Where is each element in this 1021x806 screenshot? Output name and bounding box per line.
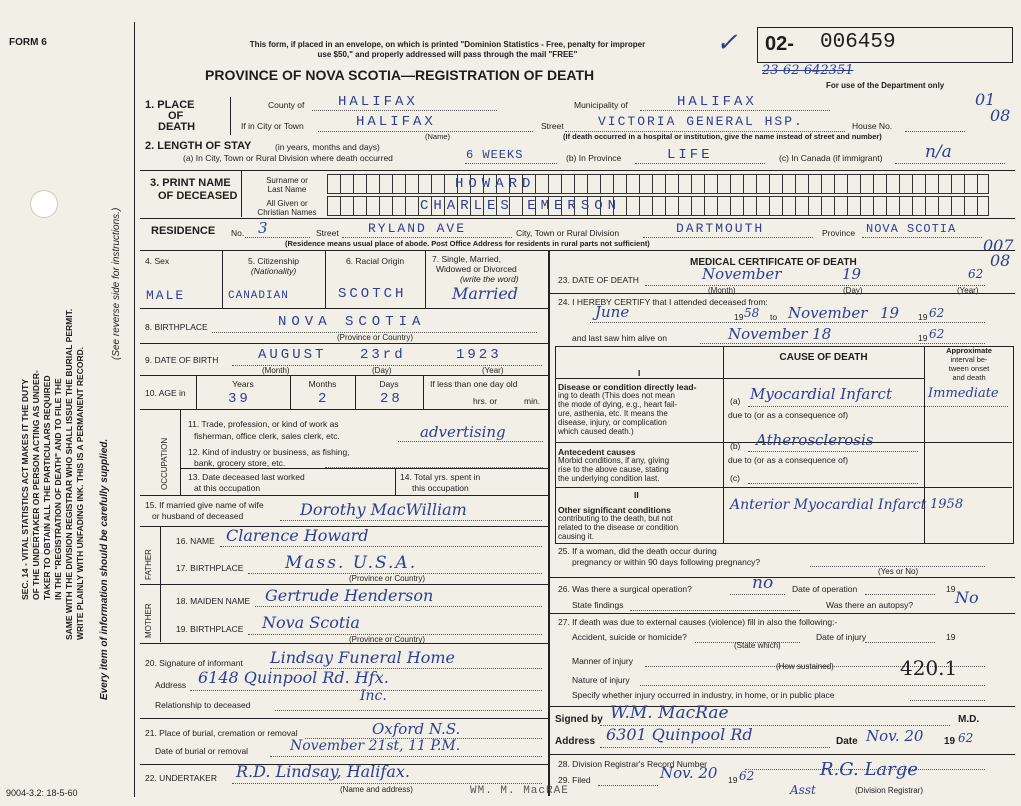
surgery-value: no [752,573,774,593]
municipality-label: Municipality of [574,100,628,110]
attended-to-day: 19 [880,304,900,322]
state-which-caption: (State which) [734,641,781,650]
side-instruction-4: IN THE "REGISTRATION OF DEATH" AND TO FILE THE [53,378,63,600]
attended-from-year-pre: 19 [734,312,744,322]
age-header-less: If less than one day old [430,379,518,389]
informant-address-label: Address [155,680,187,690]
mother-side-label: MOTHER [144,603,153,638]
q12-line2: bank, grocery store, etc. [194,458,286,468]
other-label-4: causing it. [558,532,595,541]
wife-label-2: or husband of deceased [152,511,244,521]
age-months-value: 2 [318,391,330,407]
death-day: 19 [842,265,862,283]
mother-name-value: Gertrude Henderson [265,586,434,605]
specify-label: Specify whether injury occurred in industry, in home, or in public place [572,690,835,700]
age-header-days: Days [379,379,399,389]
stay-sub: (in years, months and days) [275,142,380,152]
attended-from-year: 58 [744,306,760,320]
surname-value: HOWARD [455,176,536,192]
marital-label-2: Widowed or Divorced [436,264,517,274]
check-mark: ✓ [716,28,738,58]
disease-label-2: ing to death (This does not mean [558,391,675,400]
side-instruction-5: SAME WITH THE DIVISION REGISTRAR WHO SHALL ISSUE THE BURIAL PERMIT. [64,308,74,640]
surname-label-2: Last Name [267,185,307,194]
citizenship-value: CANADIAN [228,290,289,302]
struck-number: 23-62-642351 [762,63,854,78]
given-label-1: All Given or [266,199,308,208]
residence-code-2: 08 [990,251,1011,270]
other-value: Anterior Myocardial Infarct [730,497,927,513]
city-value: HALIFAX [356,114,436,130]
father-side-label: FATHER [144,549,153,580]
operation-year-pre: 19 [946,584,956,594]
attended-to-month: November [788,304,868,322]
date-label: Date [836,736,858,747]
side-instruction-6: WRITE PLAINLY WITH UNFADING INK. THIS IS A PERMANENT RECORD. [75,346,85,640]
q11-line1: 11. Trade, profession, or kind of work as [188,419,339,429]
attended-to-year: 62 [929,306,945,320]
side-instruction-1: SEC. 14 - VITAL STATISTICS ACT MAKES IT THE DUTY [20,378,30,600]
registrar-signature: R.G. Large [820,759,918,780]
signed-label: Signed by [555,714,603,725]
city-label: If in City or Town [241,121,304,131]
injury-date-label: Date of injury [816,632,867,642]
roman-one: I [638,368,641,378]
address-value: 6301 Quinpool Rd [606,725,753,744]
department-code-1: 01 [975,90,996,109]
stay-b-label: (b) In Province [566,153,622,163]
age-years-value: 39 [228,391,251,407]
how-caption: (How sustained) [776,662,834,671]
medical-heading: MEDICAL CERTIFICATE OF DEATH [690,257,857,268]
dob-label: 9. DATE OF BIRTH [145,355,219,365]
age-hrs: hrs. or [473,396,498,406]
approx-2: interval be- [950,355,988,364]
father-birthplace-value: Mass. U.S.A. [285,553,418,573]
residence-city-label: City, Town or Rural Division [516,228,620,238]
form-number: FORM 6 [9,37,47,48]
municipality-value: HALIFAX [677,94,757,110]
age-days-value: 28 [380,391,403,407]
registrar-sub: Asst [790,783,816,797]
q12-line1: 12. Kind of industry or business, as fishing, [188,447,350,457]
q25-line2: pregnancy or within 90 days following pregnancy? [572,557,761,567]
autopsy-label: Was there an autopsy? [826,600,914,610]
given-name-value: CHARLES EMERSON [420,198,622,214]
q13-line2: at this occupation [194,483,261,493]
q24-label: 24. I HEREBY CERTIFY that I attended deceased from: [558,297,768,307]
mother-birthplace-value: Nova Scotia [262,613,360,632]
department-code-2: 08 [990,106,1011,125]
consequence-1: due to (or as a consequence of) [728,410,849,420]
occupation-side-label: OCCUPATION [160,437,169,490]
q27-label: 27. If death was due to external causes (violence) fill in also the following:- [558,617,838,627]
disease-label-1: Disease or condition directly lead- [558,382,697,392]
death-caption-year: (Year) [957,286,979,295]
county-value: HALIFAX [338,94,418,110]
other-label-2: contributing to the death, but not [558,514,673,523]
side-instruction-8: (See reverse side for instructions.) [111,207,122,360]
last-seen-year-pre: 19 [918,333,928,343]
cause-c-label: (c) [730,473,740,483]
q25-line1: 25. If a woman, did the death occur during [558,546,717,556]
disease-label-5: disease, injury, or complication [558,418,667,427]
q13-line1: 13. Date deceased last worked [188,472,305,482]
place-heading-2: OF [168,110,184,122]
cause-a-label: (a) [730,396,741,406]
nature-label: Nature of injury [572,675,630,685]
side-instruction-2: OF THE UNDERTAKER OR PERSON ACTING AS UNDER- [31,370,41,600]
dob-caption-month: (Month) [262,366,290,375]
approx-1: Approximate [946,346,992,355]
burial-date-value: November 21st, 11 P.M. [290,738,461,754]
name-heading-1: 3. PRINT NAME [150,177,231,189]
consequence-2: due to (or as a consequence of) [728,455,849,465]
envelope-note-1: This form, if placed in an envelope, on which is printed "Dominion Statistics - Free, penalty for improper [249,40,646,49]
registration-prefix: 02- [765,33,794,55]
place-heading-3: DEATH [158,121,196,133]
burial-place-label: 21. Place of burial, cremation or removal [145,728,298,738]
racial-value: SCOTCH [338,286,407,302]
burial-date-label: Date of burial or removal [155,746,249,756]
death-month: November [702,265,782,283]
birthplace-caption: (Province or Country) [336,333,414,342]
cause-heading: CAUSE OF DEATH [779,352,868,363]
q11-value: advertising [420,423,506,441]
dob-day: 23rd [360,347,406,363]
other-year: 1958 [930,497,964,512]
antecedent-label-1: Antecedent causes [558,447,636,457]
attended-to-year-pre: 19 [918,312,928,322]
stay-a-label: (a) In City, Town or Rural Division where death occurred [183,153,393,163]
residence-province-label: Province [822,228,856,238]
attended-to-label: to [770,312,778,322]
father-name-label: 16. NAME [176,536,215,546]
house-label: House No. [852,121,893,131]
birthplace-label: 8. BIRTHPLACE [145,322,208,332]
approx-4: and death [952,373,986,382]
cause-b-label: (b) [730,441,741,451]
residence-street-value: RYLAND AVE [368,221,467,236]
injury-year-pre: 19 [946,632,956,642]
marital-value: Married [452,284,519,303]
death-caption-day: (Day) [843,286,863,295]
disease-label-3: the mode of dying, e.g., heart fail- [558,400,678,409]
county-label: County of [268,100,305,110]
form-code: 9004-3.2: 18-5-60 [6,788,78,798]
age-header-months: Months [308,379,337,389]
filed-year: 62 [739,769,755,783]
other-label-1: Other significant conditions [558,505,671,515]
operation-date-label: Date of operation [792,584,858,594]
informant-value: Lindsay Funeral Home [270,648,455,667]
dob-caption-day: (Day) [372,366,392,375]
q14-line1: 14. Total yrs. spent in [400,472,481,482]
state-findings-label: State findings [572,600,624,610]
sex-label: 4. Sex [145,256,170,266]
death-caption-month: (Month) [708,286,736,295]
antecedent-label-3: rise to the above cause, stating [558,465,669,474]
registration-number: 006459 [820,31,896,54]
sex-value: MALE [146,288,186,303]
given-label-2: Christian Names [257,208,317,217]
stay-c-value: n/a [925,142,952,162]
name-caption: (Name) [425,132,451,141]
address-label: Address [555,736,596,747]
age-header-years: Years [232,379,254,389]
dob-month: AUGUST [258,347,327,363]
place-note: (If death occurred in a hospital or institution, give the name instead of street and number) [563,132,882,141]
cause-a-value: Myocardial Infarct [750,385,892,403]
residence-no-value: 3 [258,219,268,237]
informant-address-2: Inc. [360,688,387,704]
side-instruction-3: TAKER TO OBTAIN ALL THE PARTICULARS REQUIRED [42,375,52,600]
street-value: VICTORIA GENERAL HSP. [598,114,804,129]
q23-label: 23. DATE OF DEATH [558,275,639,285]
residence-note: (Residence means usual place of abode. Post Office Address for residents in rural parts not sufficient) [285,239,650,248]
date-value: Nov. 20 [866,727,924,745]
wife-label-1: 15. If married give name of wife [145,500,264,510]
last-seen-value: November 18 [728,325,832,343]
cause-b-value: Atherosclerosis [756,431,874,449]
undertaker-value: R.D. Lindsay, Halifax. [236,762,410,781]
antecedent-label-4: the underlying condition last. [558,474,660,483]
burial-place-value: Oxford N.S. [372,720,461,738]
age-min: min. [524,396,541,406]
dob-year: 1923 [456,347,502,363]
q26-label: 26. Was there a surgical operation? [558,584,692,594]
residence-street-label: Street [316,228,339,238]
stay-heading: 2. LENGTH OF STAY [145,140,252,152]
cause-a-interval: Immediate [928,386,999,401]
stay-c-label: (c) In Canada (if immigrant) [779,153,883,163]
filed-year-pre: 19 [728,775,738,785]
department-use-note: For use of the Department only [826,81,945,90]
manner-label: Manner of injury [572,656,633,666]
father-name-value: Clarence Howard [226,526,369,545]
residence-heading: RESIDENCE [151,225,216,237]
last-seen-year: 62 [929,327,945,341]
mother-name-label: 18. MAIDEN NAME [176,596,251,606]
signed-value: W.M. MacRae [610,703,729,723]
date-year-pre: 19 [944,736,956,747]
q29-label: 29. Filed [558,775,591,785]
age-label: 10. AGE in [145,388,186,398]
residence-city-value: DARTMOUTH [676,221,765,236]
roman-two: II [634,490,639,500]
informant-label: 20. Signature of informant [145,658,243,668]
residence-code-1: 007 [983,236,1014,255]
place-heading-1: 1. PLACE [145,99,195,111]
mother-bp-caption: (Province or Country) [348,635,426,644]
racial-label: 6. Racial Origin [345,256,405,266]
approx-3: tween onset [948,364,990,373]
q11-line2: fisherman, office clerk, sales clerk, etc. [194,431,340,441]
dob-caption-year: (Year) [482,366,504,375]
cause-code: 420.1 [900,656,958,680]
birthplace-value: NOVA SCOTIA [278,314,426,330]
filed-value: Nov. 20 [660,764,718,782]
q14-line2: this occupation [412,483,469,493]
citizenship-label-2: (Nationality) [250,266,297,276]
accident-label: Accident, suicide or homicide? [572,632,687,642]
disease-label-6: which caused death.) [558,427,634,436]
date-year: 62 [958,731,974,745]
side-instruction-7: Every item of information should be carefully supplied. [99,438,110,700]
disease-label-4: ure, asthenia, etc. It means the [558,409,668,418]
md-label: M.D. [958,714,980,725]
wife-value: Dorothy MacWilliam [300,500,467,519]
undertaker-label: 22. UNDERTAKER [145,773,217,783]
last-seen-label: and last saw him alive on [572,333,667,343]
punch-hole-top [30,190,58,218]
left-rule [134,22,135,797]
undertaker-caption: (Name and address) [340,785,413,794]
attended-from-month: June [595,303,630,321]
surname-label-1: Surname or [266,176,308,185]
surname-cells [327,174,989,194]
street-label: Street [541,121,564,131]
marital-label-3: (write the word) [460,274,519,284]
informant-address-value: 6148 Quinpool Rd. Hfx. [198,668,389,687]
stamp-name: WM. M. MacRAE [470,785,569,797]
citizenship-label-1: 5. Citizenship [247,256,300,266]
envelope-note-2: use $50," and properly addressed will pass through the mail "FREE" [317,50,578,59]
q28-label: 28. Division Registrar's Record Number [558,759,708,769]
name-heading-2: OF DECEASED [158,190,238,202]
death-year: 62 [968,267,984,281]
form-title: PROVINCE OF NOVA SCOTIA—REGISTRATION OF DEATH [205,67,595,83]
relationship-label: Relationship to deceased [155,700,251,710]
residence-province-value: NOVA SCOTIA [866,222,957,236]
father-birthplace-label: 17. BIRTHPLACE [176,563,244,573]
other-label-3: related to the disease or condition [558,523,679,532]
autopsy-value: No [955,588,979,607]
registrar-caption: (Division Registrar) [855,786,924,795]
stay-a-value: 6 WEEKS [466,148,524,162]
stay-b-value: LIFE [667,147,713,163]
marital-label-1: 7. Single, Married, [432,254,501,264]
mother-birthplace-label: 19. BIRTHPLACE [176,624,244,634]
antecedent-label-2: Morbid conditions, if any, giving [558,456,670,465]
yes-no-caption: (Yes or No) [878,567,919,576]
father-bp-caption: (Province or Country) [348,574,426,583]
residence-no-label: No. [231,228,245,238]
